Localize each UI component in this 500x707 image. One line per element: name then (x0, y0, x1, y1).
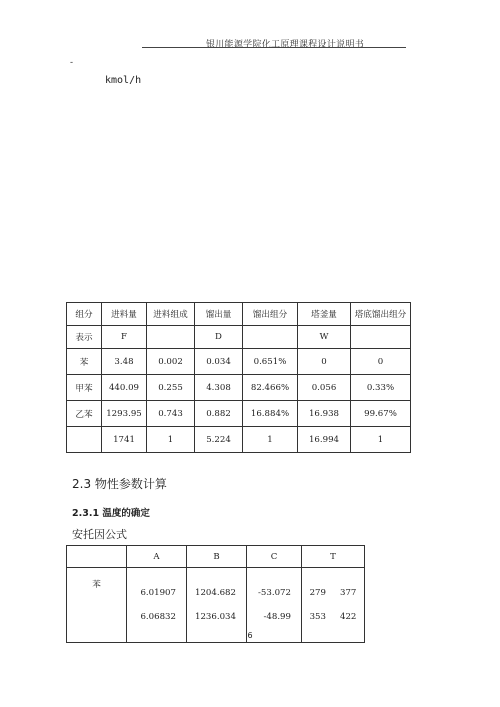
symbol-row (67, 326, 411, 349)
table-cell: 0.255 (147, 375, 195, 401)
stray-mark: - (70, 58, 74, 68)
table-cell: 5.224 (195, 427, 243, 453)
subsection-title: 2.3.1 温度的确定 (72, 508, 150, 519)
table-cell: 0.034 (195, 349, 243, 375)
constant-c-value: -53.072 (258, 588, 291, 598)
table-cell: 1 (243, 427, 298, 453)
header-cell: 塔底馏出组分 (351, 303, 411, 326)
table-cell: 82.466% (243, 375, 298, 401)
constant-b-value: 1204.682 (194, 588, 236, 598)
table-cell: 16.884% (243, 401, 298, 427)
header-cell: B (187, 546, 247, 568)
section-title: 2.3 物性参数计算 (72, 477, 167, 491)
table-cell: 16.938 (298, 401, 351, 427)
table-cell: 4.308 (195, 375, 243, 401)
table-cell: 3.48 (102, 349, 147, 375)
table-cell: 1741 (102, 427, 147, 453)
table-cell: 0 (298, 349, 351, 375)
antoine-constants-table (66, 545, 365, 643)
table-cell (243, 326, 298, 349)
unit-label: kmol/h (105, 75, 142, 86)
table-cell: 0.882 (195, 401, 243, 427)
table-cell (67, 427, 102, 453)
header-cell: C (247, 546, 302, 568)
header-cell (67, 546, 127, 568)
running-header: 银川能源学院化工原理课程设计说明书 (205, 40, 365, 50)
constant-b-value: 1236.034 (194, 612, 236, 622)
material-balance-table (66, 302, 411, 453)
constant-a-value: 6.06832 (140, 612, 176, 622)
header-rule (142, 47, 406, 48)
table-cell: F (102, 326, 147, 349)
table-cell: 99.67% (351, 401, 411, 427)
header-cell: 塔釜量 (298, 303, 351, 326)
total-row (67, 427, 411, 453)
table-cell: 440.09 (102, 375, 147, 401)
table-cell: D (195, 326, 243, 349)
header-cell: 馏出组分 (243, 303, 298, 326)
component-cell: 苯 (67, 568, 127, 643)
table-cell: 1 (147, 427, 195, 453)
table-header-row (67, 303, 411, 326)
page-number: 6 (247, 631, 253, 640)
table-row (67, 401, 411, 427)
header-cell: 进料量 (102, 303, 147, 326)
temperature-max: 377 (340, 588, 357, 598)
table-cell: 0.056 (298, 375, 351, 401)
table-cell: 苯 (67, 349, 102, 375)
header-cell: 组分 (67, 303, 102, 326)
paragraph: 安托因公式 (72, 528, 127, 541)
constant-a-value: 6.01907 (140, 588, 176, 598)
table-row (67, 375, 411, 401)
table-cell: W (298, 326, 351, 349)
table-cell: 0.002 (147, 349, 195, 375)
header-cell: A (127, 546, 187, 568)
temperature-min: 353 (309, 612, 326, 622)
table-cell: 16.994 (298, 427, 351, 453)
table-cell: 0.651% (243, 349, 298, 375)
temperature-min: 279 (309, 588, 326, 598)
header-cell: T (302, 546, 365, 568)
header-cell: 馏出量 (195, 303, 243, 326)
table-cell (147, 326, 195, 349)
temperature-max: 422 (340, 612, 357, 622)
table-cell: 0.33% (351, 375, 411, 401)
table-cell: 0.743 (147, 401, 195, 427)
table-cell: 1 (351, 427, 411, 453)
table-cell: 1293.95 (102, 401, 147, 427)
constant-c-value: -48.99 (263, 612, 291, 622)
table-cell: 表示 (67, 326, 102, 349)
table-cell (351, 326, 411, 349)
table-cell: 0 (351, 349, 411, 375)
header-cell: 进料组成 (147, 303, 195, 326)
table-header-row (67, 546, 365, 568)
table-cell: 乙苯 (67, 401, 102, 427)
table-cell: 甲苯 (67, 375, 102, 401)
table-row (67, 349, 411, 375)
